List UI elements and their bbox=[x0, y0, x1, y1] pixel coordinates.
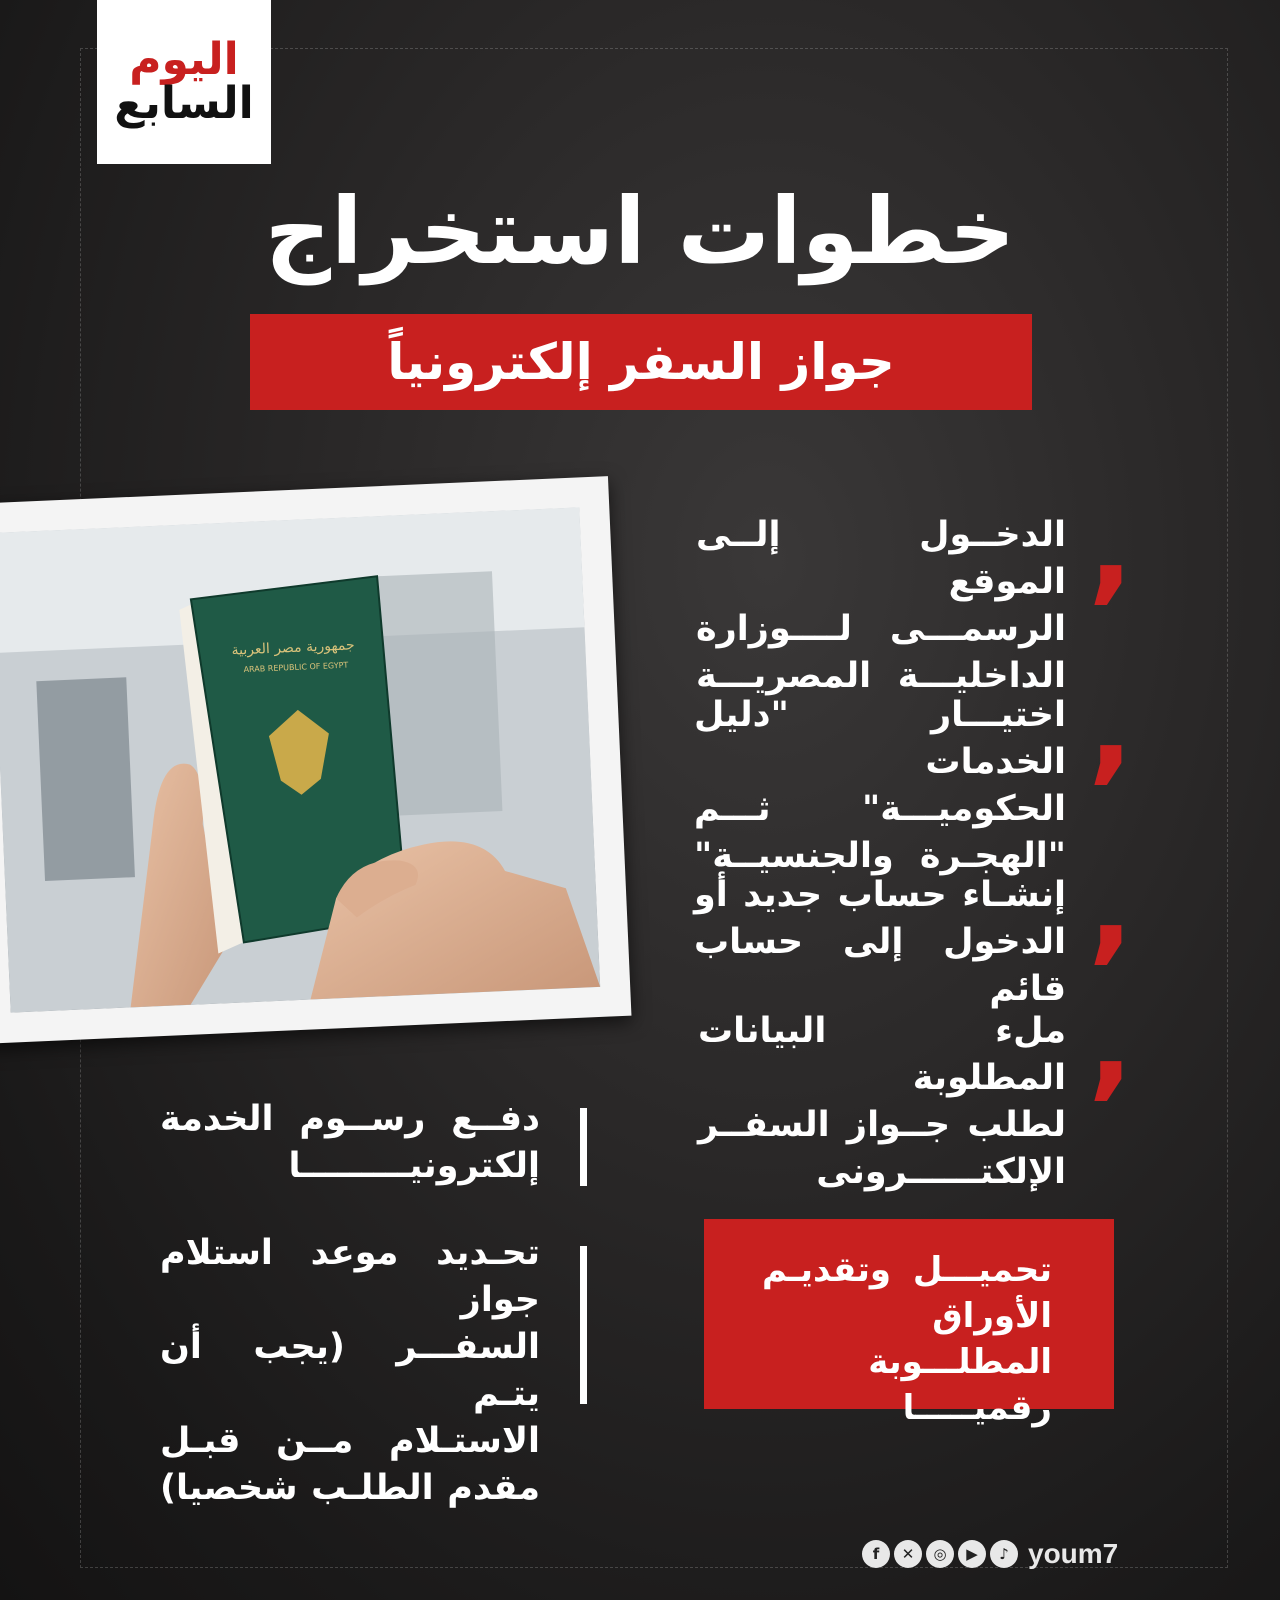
step-4 bbox=[698, 1008, 1066, 1196]
step-7-line: السفـــر (يجب أن يتـم bbox=[160, 1327, 540, 1414]
step-2-line: الحكوميـــة" ثـــم bbox=[694, 789, 1066, 829]
step-2-line: "الهجـرة والجنسيــة" bbox=[694, 836, 1066, 876]
step-4-marker: , bbox=[1088, 974, 1134, 1113]
step-7-line: الاستـلام مــن قبـل bbox=[160, 1421, 540, 1461]
step-4-line: لطلب جــواز السفــر bbox=[698, 1105, 1066, 1145]
brand-handle: youm7 bbox=[1028, 1538, 1119, 1569]
step-1-marker: , bbox=[1088, 478, 1134, 617]
social-footer bbox=[862, 1538, 1118, 1570]
step-3-line: إنشـاء حساب جديد أو bbox=[694, 875, 1066, 915]
passport-illustration bbox=[0, 507, 600, 1012]
instagram-icon[interactable]: ◎ bbox=[926, 1540, 954, 1568]
step-4-line: الإلكتــــــرونى bbox=[816, 1152, 1066, 1192]
step-5 bbox=[762, 1247, 1052, 1431]
step-5-line: رقميـــــا bbox=[902, 1388, 1052, 1428]
step-4-line: ملء البيانات المطلوبة bbox=[698, 1011, 1066, 1098]
step-3-marker: , bbox=[1088, 838, 1134, 977]
step-7-line: تحـديد موعد استلام جواز bbox=[160, 1233, 540, 1320]
passport-cover-english: ARAB REPUBLIC OF EGYPT bbox=[243, 660, 349, 675]
tiktok-icon[interactable]: ♪ bbox=[990, 1540, 1018, 1568]
passport-cover-arabic: جمهورية مصر العربية bbox=[231, 637, 355, 659]
page-subtitle: جواز السفر إلكترونياً bbox=[387, 333, 895, 391]
step-5-line: الأوراق المطلـــوبة bbox=[868, 1296, 1052, 1382]
logo-line2: السابع bbox=[114, 78, 254, 129]
page-title: خطوات استخراج bbox=[264, 178, 1016, 285]
logo-line1: اليوم bbox=[129, 34, 239, 85]
step-5-line: تحميـــل وتقديـم bbox=[762, 1250, 1052, 1290]
step-2-line: اختيـــار "دليل الخدمات bbox=[694, 695, 1066, 782]
step-1-line: الدخــول إلــى الموقع bbox=[696, 515, 1066, 602]
facebook-icon[interactable]: f bbox=[862, 1540, 890, 1568]
step-3 bbox=[694, 872, 1066, 1013]
step-6 bbox=[160, 1096, 540, 1190]
step-6-line: إلكترونيـــــــــا bbox=[288, 1146, 540, 1186]
youtube-icon[interactable]: ▶ bbox=[958, 1540, 986, 1568]
subtitle-banner bbox=[250, 314, 1032, 410]
step-6-marker bbox=[580, 1108, 587, 1186]
step-1-line: الرسمـــى لــــوزارة bbox=[696, 609, 1066, 649]
step-2-marker: , bbox=[1088, 658, 1134, 797]
step-7 bbox=[160, 1230, 540, 1512]
youm7-logo bbox=[97, 0, 271, 164]
step-3-line: الدخول إلى حساب قائم bbox=[694, 922, 1066, 1009]
passport-photo-frame bbox=[0, 476, 631, 1044]
step-7-marker bbox=[580, 1246, 587, 1404]
x-icon[interactable]: ✕ bbox=[894, 1540, 922, 1568]
passport-photo bbox=[0, 507, 600, 1012]
step-5-box bbox=[704, 1219, 1114, 1428]
step-1 bbox=[696, 512, 1066, 700]
step-7-line: مقدم الطلـب شخصيا) bbox=[160, 1468, 540, 1508]
step-1-line: الداخليـــة المصريـــة bbox=[696, 656, 1066, 696]
step-2 bbox=[694, 692, 1066, 880]
step-6-line: دفــع رســوم الخدمة bbox=[160, 1099, 540, 1139]
